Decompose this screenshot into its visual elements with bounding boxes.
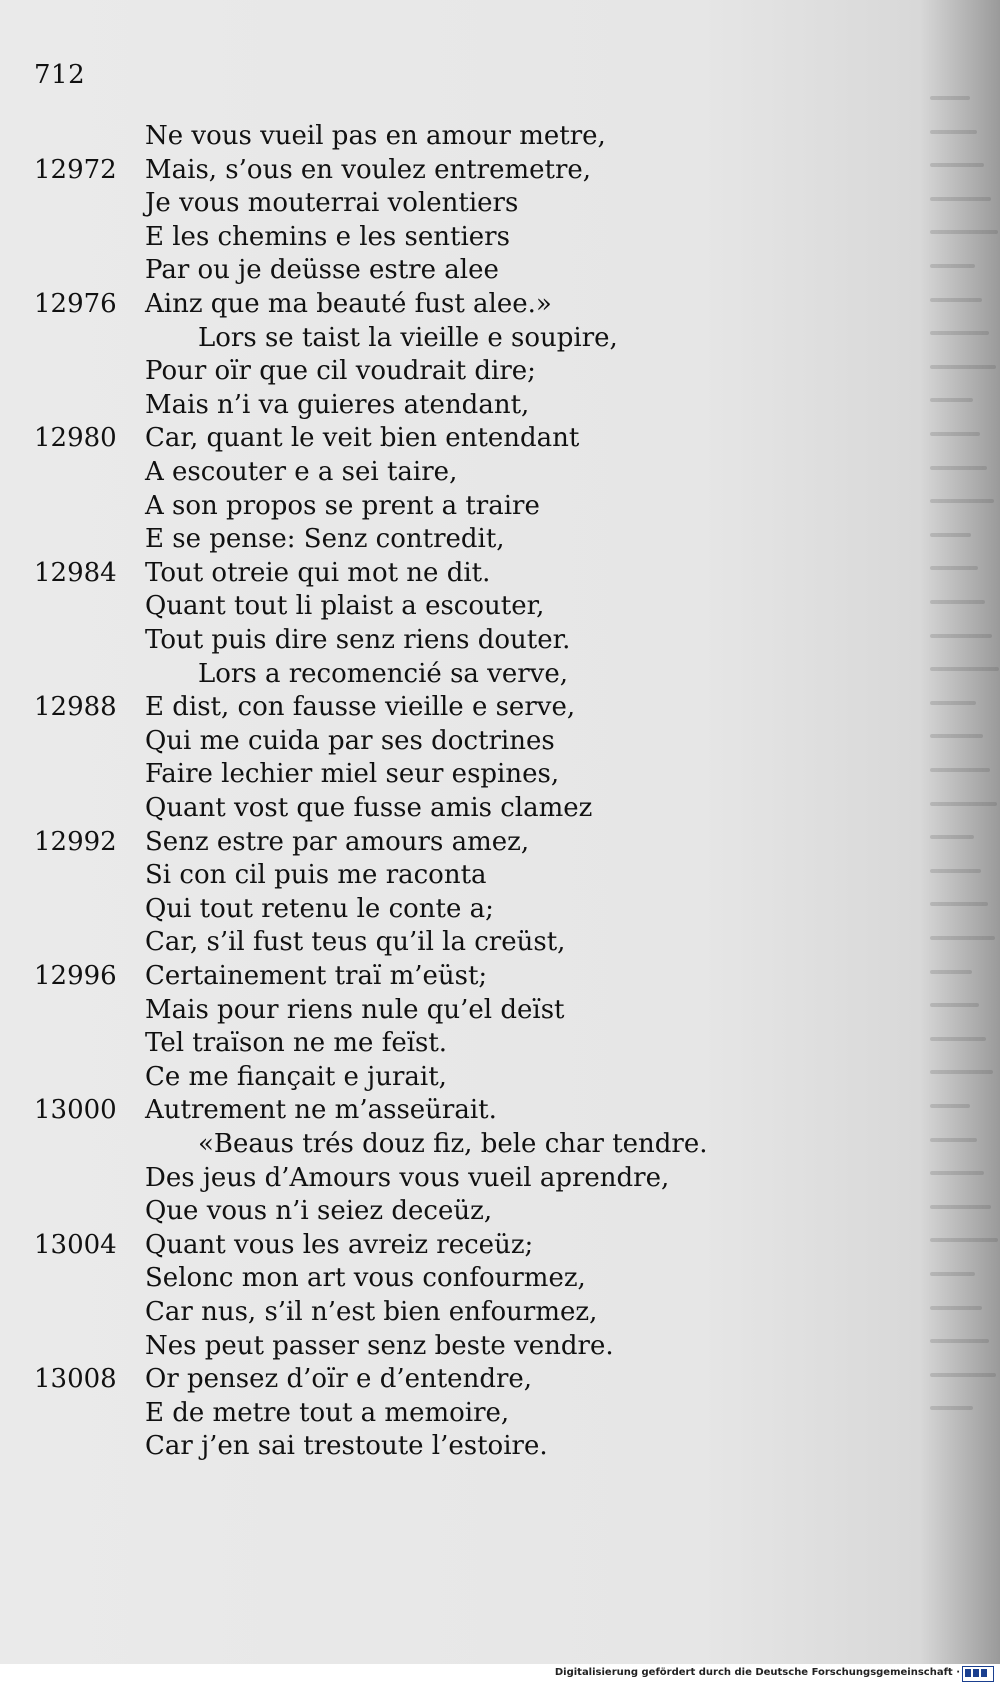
- line-number: 13008: [34, 1364, 117, 1395]
- verse-text: Je vous mouterrai volentiers: [145, 188, 519, 219]
- verse-text: Tel traïson ne me feïst.: [145, 1028, 448, 1059]
- show-through-stroke: [930, 298, 982, 302]
- verse-line: [0, 926, 930, 960]
- verse-text: E dist, con fausse vieille e serve,: [145, 692, 576, 723]
- show-through-stroke: [930, 734, 983, 738]
- verse-line: [0, 1061, 930, 1095]
- verse-text: Ce me fiançait e jurait,: [145, 1061, 447, 1092]
- show-through-stroke: [930, 869, 981, 873]
- verse-line: [0, 288, 930, 322]
- verse-text: Lors a recomencié sa verve,: [198, 658, 569, 689]
- verse-line: [0, 691, 930, 725]
- verse-line: [0, 1330, 930, 1364]
- verse-text: Tout puis dire senz riens douter.: [145, 625, 571, 655]
- verse-line: [0, 1027, 930, 1061]
- verse-line: [0, 1363, 930, 1397]
- verse-text: Mais n’i va guieres atendant,: [145, 389, 530, 420]
- verse-line: [0, 1430, 930, 1464]
- verse-text: Tout otreie qui mot ne dit.: [145, 557, 491, 588]
- verse-text: Faire lechier miel seur espines,: [145, 759, 560, 790]
- verse-line: [0, 523, 930, 557]
- verse-line: [0, 590, 930, 624]
- verse-text: Autrement ne m’asseürait.: [145, 1095, 497, 1126]
- verse-text: Que vous n’i seiez deceüz,: [145, 1196, 493, 1227]
- show-through-stroke: [930, 197, 991, 201]
- line-number: 12992: [34, 826, 117, 857]
- show-through-stroke: [930, 835, 974, 839]
- line-number: 12976: [34, 289, 117, 319]
- show-through-stroke: [930, 768, 990, 772]
- verse-line: [0, 624, 930, 658]
- show-through-stroke: [930, 1070, 993, 1074]
- show-through-stroke: [930, 600, 985, 604]
- show-through-stroke: [930, 96, 970, 100]
- verse-line: [0, 792, 930, 826]
- verse-line: [0, 758, 930, 792]
- show-through-text: [930, 84, 1000, 1424]
- verse-line: [0, 355, 930, 389]
- verse-text: Ainz que ma beauté fust alee.»: [145, 289, 552, 319]
- verse-line: [0, 1262, 930, 1296]
- verse-line: [0, 658, 930, 692]
- show-through-stroke: [930, 936, 995, 940]
- verse-line: [0, 1229, 930, 1263]
- verse-text: Ne vous vueil pas en amour metre,: [145, 121, 606, 151]
- verse-line: [0, 893, 930, 927]
- show-through-stroke: [930, 566, 978, 570]
- verse-text: Nes peut passer senz beste vendre.: [145, 1330, 614, 1361]
- verse-line: [0, 120, 930, 154]
- show-through-stroke: [930, 499, 994, 503]
- show-through-stroke: [930, 264, 975, 268]
- verse-line: [0, 221, 930, 255]
- verse-text: Quant vost que fusse amis clamez: [145, 793, 593, 823]
- verse-line: [0, 187, 930, 221]
- verse-text: Certainement traï m’eüst;: [145, 961, 488, 991]
- line-number: 13004: [34, 1229, 117, 1260]
- verse-text: Senz estre par amours amez,: [145, 826, 530, 857]
- show-through-stroke: [930, 398, 973, 402]
- verse-text: Quant tout li plaist a escouter,: [145, 591, 545, 622]
- verse-text: Car nus, s’il n’est bien enfourmez,: [145, 1297, 598, 1327]
- line-number: 13000: [34, 1095, 117, 1126]
- verse-line: [0, 1397, 930, 1431]
- show-through-stroke: [930, 970, 972, 974]
- verse-line: [0, 456, 930, 490]
- show-through-stroke: [930, 1138, 977, 1142]
- show-through-stroke: [930, 1003, 979, 1007]
- verse-text: Selonc mon art vous confourmez,: [145, 1263, 586, 1294]
- verse-line: [0, 389, 930, 423]
- verse-line: [0, 1128, 930, 1162]
- verse-text: A escouter e a sei taire,: [145, 457, 458, 487]
- show-through-stroke: [930, 466, 987, 470]
- digitization-credit: Digitalisierung gefördert durch die Deutsche Forschungsgemeinschaft ·: [554, 1667, 960, 1678]
- verse-line: [0, 1195, 930, 1229]
- show-through-stroke: [930, 634, 992, 638]
- verse-line: [0, 1296, 930, 1330]
- verse-text: Si con cil puis me raconta: [145, 860, 487, 891]
- verse-text: Qui tout retenu le conte a;: [145, 893, 494, 924]
- verse-text: «Beaus trés douz fiz, bele char tendre.: [198, 1129, 708, 1159]
- verse-line: [0, 725, 930, 759]
- verse-text: Car, s’il fust teus qu’il la creüst,: [145, 927, 566, 958]
- show-through-stroke: [930, 1037, 986, 1041]
- show-through-stroke: [930, 432, 980, 436]
- show-through-stroke: [930, 1104, 970, 1108]
- verse-line: [0, 1162, 930, 1196]
- verse-text: E les chemins e les sentiers: [145, 221, 510, 252]
- verse-line: [0, 859, 930, 893]
- show-through-stroke: [930, 1306, 982, 1310]
- show-through-stroke: [930, 1373, 996, 1377]
- show-through-stroke: [930, 1205, 991, 1209]
- verse-line: [0, 960, 930, 994]
- show-through-stroke: [930, 701, 976, 705]
- verse-text: Pour oïr que cil voudrait dire;: [145, 356, 536, 387]
- verse-text: Quant vous les avreiz receüz;: [145, 1229, 534, 1260]
- verse-text: A son propos se prent a traire: [145, 490, 540, 521]
- verse-text: E se pense: Senz contredit,: [145, 524, 505, 555]
- show-through-stroke: [930, 802, 997, 806]
- show-through-stroke: [930, 1339, 989, 1343]
- verse-line: [0, 994, 930, 1028]
- verse-text: Lors se taist la vieille e soupire,: [198, 322, 618, 353]
- line-number: 12996: [34, 961, 117, 991]
- verse-line: [0, 557, 930, 591]
- verse-text: Mais, s’ous en voulez entremetre,: [145, 154, 592, 185]
- line-number: 12980: [34, 423, 117, 454]
- verse-line: [0, 322, 930, 356]
- show-through-stroke: [930, 902, 988, 906]
- verse-text: Qui me cuida par ses doctrines: [145, 725, 555, 756]
- show-through-stroke: [930, 1171, 984, 1175]
- show-through-stroke: [930, 1406, 973, 1410]
- show-through-stroke: [930, 130, 977, 134]
- line-number: 12972: [34, 154, 117, 185]
- verse-line: [0, 154, 930, 188]
- line-number: 12984: [34, 557, 117, 588]
- verse-text: Or pensez d’oïr e d’entendre,: [145, 1364, 533, 1395]
- show-through-stroke: [930, 230, 998, 234]
- show-through-stroke: [930, 667, 999, 671]
- verse-text: E de metre tout a memoire,: [145, 1397, 510, 1428]
- verse-line: [0, 422, 930, 456]
- show-through-stroke: [930, 331, 989, 335]
- verse-line: [0, 1094, 930, 1128]
- show-through-stroke: [930, 1238, 998, 1242]
- verse-text: Car, quant le veit bien entendant: [145, 423, 580, 454]
- line-number: 12988: [34, 692, 117, 723]
- page-number: 712: [34, 60, 86, 90]
- verse-line: [0, 826, 930, 860]
- show-through-stroke: [930, 163, 984, 167]
- verse-text: Car j’en sai trestoute l’estoire.: [145, 1431, 548, 1462]
- verse-text: Des jeus d’Amours vous vueil aprendre,: [145, 1162, 670, 1193]
- show-through-stroke: [930, 365, 996, 369]
- dfg-logo-icon: [962, 1666, 994, 1682]
- verse-line: [0, 254, 930, 288]
- verse-text: Par ou je deüsse estre alee: [145, 255, 499, 286]
- show-through-stroke: [930, 533, 971, 537]
- verse-text: Mais pour riens nule qu’el deïst: [145, 994, 565, 1025]
- verse-line: [0, 490, 930, 524]
- show-through-stroke: [930, 1272, 975, 1276]
